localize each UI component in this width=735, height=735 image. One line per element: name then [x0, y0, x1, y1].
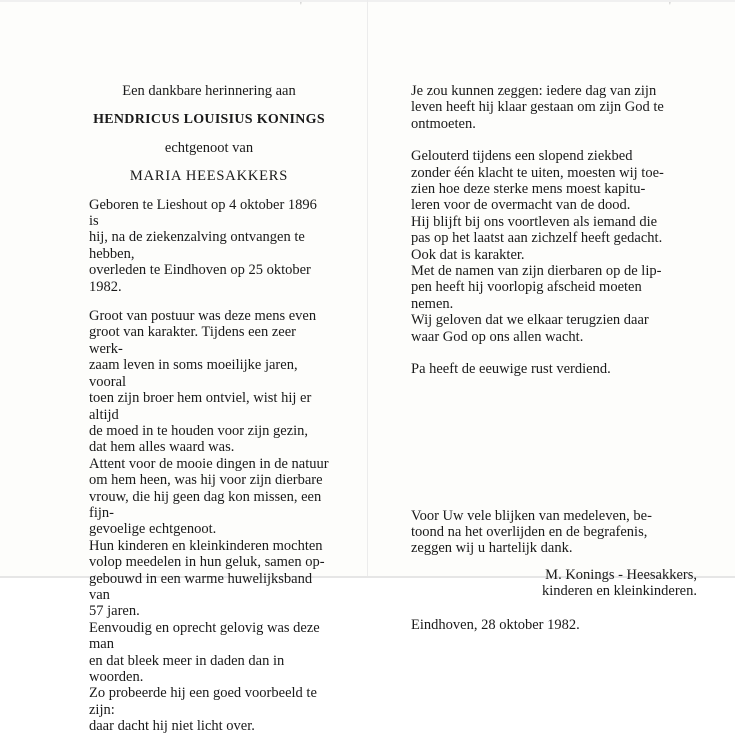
fold-line — [367, 0, 368, 578]
intro-line: Een dankbare herinnering aan — [122, 83, 296, 99]
text-line: de moed in te houden voor zijn gezin, — [89, 422, 309, 439]
place-date: Eindhoven, 28 oktober 1982. — [411, 616, 580, 633]
signature-block — [411, 567, 697, 600]
birth-death-paragraph — [89, 197, 329, 295]
text-line: Ook dat is karakter. — [411, 246, 525, 263]
text-line: pas op het laatst aan zichzelf heeft gedacht. — [411, 230, 663, 247]
text-line: toen zijn broer hem ontviel, wist hij er altijd — [89, 390, 312, 423]
text-line: Gelouterd tijdens een slopend ziekbed — [411, 148, 633, 165]
text-line: 57 jaren. — [89, 603, 140, 620]
text-line: Hun kinderen en kleinkinderen mochten — [89, 537, 323, 554]
illness-paragraph — [411, 148, 697, 345]
text-line: zien hoe deze sterke mens moest kapitu- — [411, 181, 646, 198]
text-line: Voor Uw vele blijken van medeleven, be- — [411, 507, 652, 524]
biography-paragraph — [89, 308, 329, 735]
deceased-name: HENDRICUS LOUISIUS KONINGS — [93, 112, 325, 128]
left-panel — [89, 83, 329, 735]
eternal-rest-line: Pa heeft de eeuwige rust verdiend. — [411, 361, 611, 378]
text-line: waar God op ons allen wacht. — [411, 328, 584, 345]
text-line: gebouwd in een warme huwelijksband van — [89, 570, 313, 603]
right-panel — [411, 83, 697, 633]
corner-mark-left: ' — [300, 1, 302, 12]
relation-line: echtgenoot van — [164, 139, 254, 156]
text-line: leven heeft hij klaar gestaan om zijn God te — [411, 99, 664, 116]
text-line: en dat bleek meer in daden dan in woorden. — [89, 652, 285, 685]
text-line: groot van karakter. Tijdens een zeer werk- — [89, 324, 296, 357]
text-line: Je zou kunnen zeggen: iedere dag van zijn — [411, 83, 657, 99]
text-line: gevoelige echtgenoot. — [89, 521, 217, 538]
text-line: zaam leven in soms moeilijke jaren, vooral — [89, 357, 298, 390]
text-line: Geboren te Lieshout op 4 oktober 1896 is — [89, 196, 317, 230]
text-line: hij, na de ziekenzalving ontvangen te hebben, — [89, 229, 305, 262]
signature-family: kinderen en kleinkinderen. — [541, 583, 697, 600]
reflection-paragraph — [411, 83, 697, 132]
thanks-paragraph — [411, 508, 697, 557]
text-line: daar dacht hij niet licht over. — [89, 718, 255, 735]
text-line: zonder één klacht te uiten, moesten wij toe- — [411, 164, 664, 181]
text-line: dat hem alles waard was. — [89, 439, 235, 456]
text-line: ontmoeten. — [411, 115, 476, 132]
text-line: nemen. — [411, 295, 454, 312]
text-line: overleden te Eindhoven op 25 oktober 1982. — [89, 262, 311, 295]
text-line: toond na het overlijden en de begrafenis, — [411, 523, 648, 540]
text-line: Met de namen van zijn dierbaren op de lip- — [411, 263, 662, 280]
text-line: om hem heen, was hij voor zijn dierbare — [89, 472, 323, 489]
text-line: zeggen wij u hartelijk dank. — [411, 540, 573, 557]
text-line: Wij geloven dat we elkaar terugzien daar — [411, 312, 649, 329]
text-line: Hij blijft bij ons voortleven als iemand die — [411, 213, 658, 230]
text-line: Eenvoudig en oprecht gelovig was deze man — [89, 619, 320, 653]
spouse-name: MARIA HEESAKKERS — [129, 168, 289, 185]
text-line: Zo probeerde hij een goed voorbeeld te zijn: — [89, 685, 317, 718]
text-line: volop meedelen in hun geluk, samen op- — [89, 554, 325, 571]
text-line: vrouw, die hij geen dag kon missen, een fijn- — [89, 488, 322, 521]
text-line: pen heeft hij voorlopig afscheid moeten — [411, 279, 642, 296]
text-line: Attent voor de mooie dingen in de natuur — [89, 455, 329, 472]
text-line: Groot van postuur was deze mens even — [89, 308, 317, 325]
text-line: leren voor de overmacht van de dood. — [411, 197, 631, 214]
signature-name: M. Konings - Heesakkers, — [545, 566, 697, 583]
corner-mark-right: ' — [669, 1, 671, 12]
